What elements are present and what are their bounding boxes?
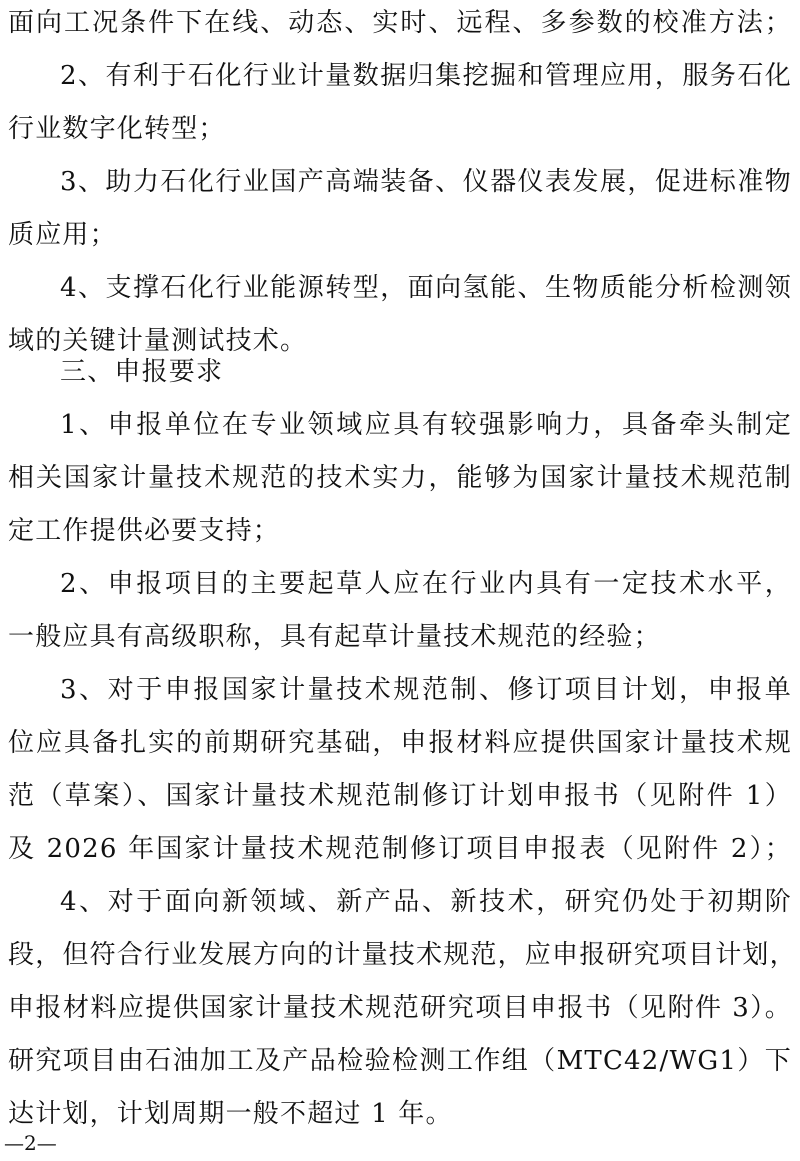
requirement-3-line-3: 范（草案）、国家计量技术规范制修订计划申报书（见附件 1）	[8, 781, 792, 811]
section-heading: 三、申报要求	[60, 357, 224, 387]
list-item-4-line-1: 4、支撑石化行业能源转型，面向氢能、生物质能分析检测领	[60, 273, 792, 303]
list-item-2-line-1: 2、有利于石化行业计量数据归集挖掘和管理应用，服务石化	[60, 61, 792, 91]
requirement-3-line-1: 3、对于申报国家计量技术规范制、修订项目计划，申报单	[60, 675, 792, 705]
page-number: —2—	[4, 1131, 57, 1155]
requirement-1-line-2: 相关国家计量技术规范的技术实力，能够为国家计量技术规范制	[8, 463, 792, 493]
list-item-3-line-2: 质应用；	[8, 220, 117, 250]
list-item-3-line-1: 3、助力石化行业国产高端装备、仪器仪表发展，促进标准物	[60, 167, 792, 197]
requirement-3-line-2: 位应具备扎实的前期研究基础，申报材料应提供国家计量技术规	[8, 728, 792, 758]
requirement-4-line-2: 段，但符合行业发展方向的计量技术规范，应申报研究项目计划，	[8, 940, 797, 970]
text-line: 面向工况条件下在线、动态、实时、远程、多参数的校准方法；	[8, 8, 792, 38]
requirement-1-line-1: 1、申报单位在专业领域应具有较强影响力，具备牵头制定	[60, 410, 792, 440]
requirement-4-line-1: 4、对于面向新领域、新产品、新技术，研究仍处于初期阶	[60, 887, 792, 917]
requirement-4-line-3: 申报材料应提供国家计量技术规范研究项目申报书（见附件 3）。	[8, 993, 792, 1023]
requirement-2-line-2: 一般应具有高级职称，具有起草计量技术规范的经验；	[8, 622, 661, 652]
requirement-1-line-3: 定工作提供必要支持；	[8, 516, 281, 546]
list-item-2-line-2: 行业数字化转型；	[8, 114, 226, 144]
requirement-4-line-5: 达计划，计划周期一般不超过 1 年。	[8, 1099, 453, 1129]
list-item-4-line-2: 域的关键计量测试技术。	[8, 326, 308, 356]
requirement-2-line-1: 2、申报项目的主要起草人应在行业内具有一定技术水平，	[60, 569, 792, 599]
requirement-3-line-4: 及 2026 年国家计量技术规范制修订项目申报表（见附件 2）；	[8, 834, 792, 864]
requirement-4-line-4: 研究项目由石油加工及产品检验检测工作组（MTC42/WG1）下	[8, 1046, 792, 1076]
